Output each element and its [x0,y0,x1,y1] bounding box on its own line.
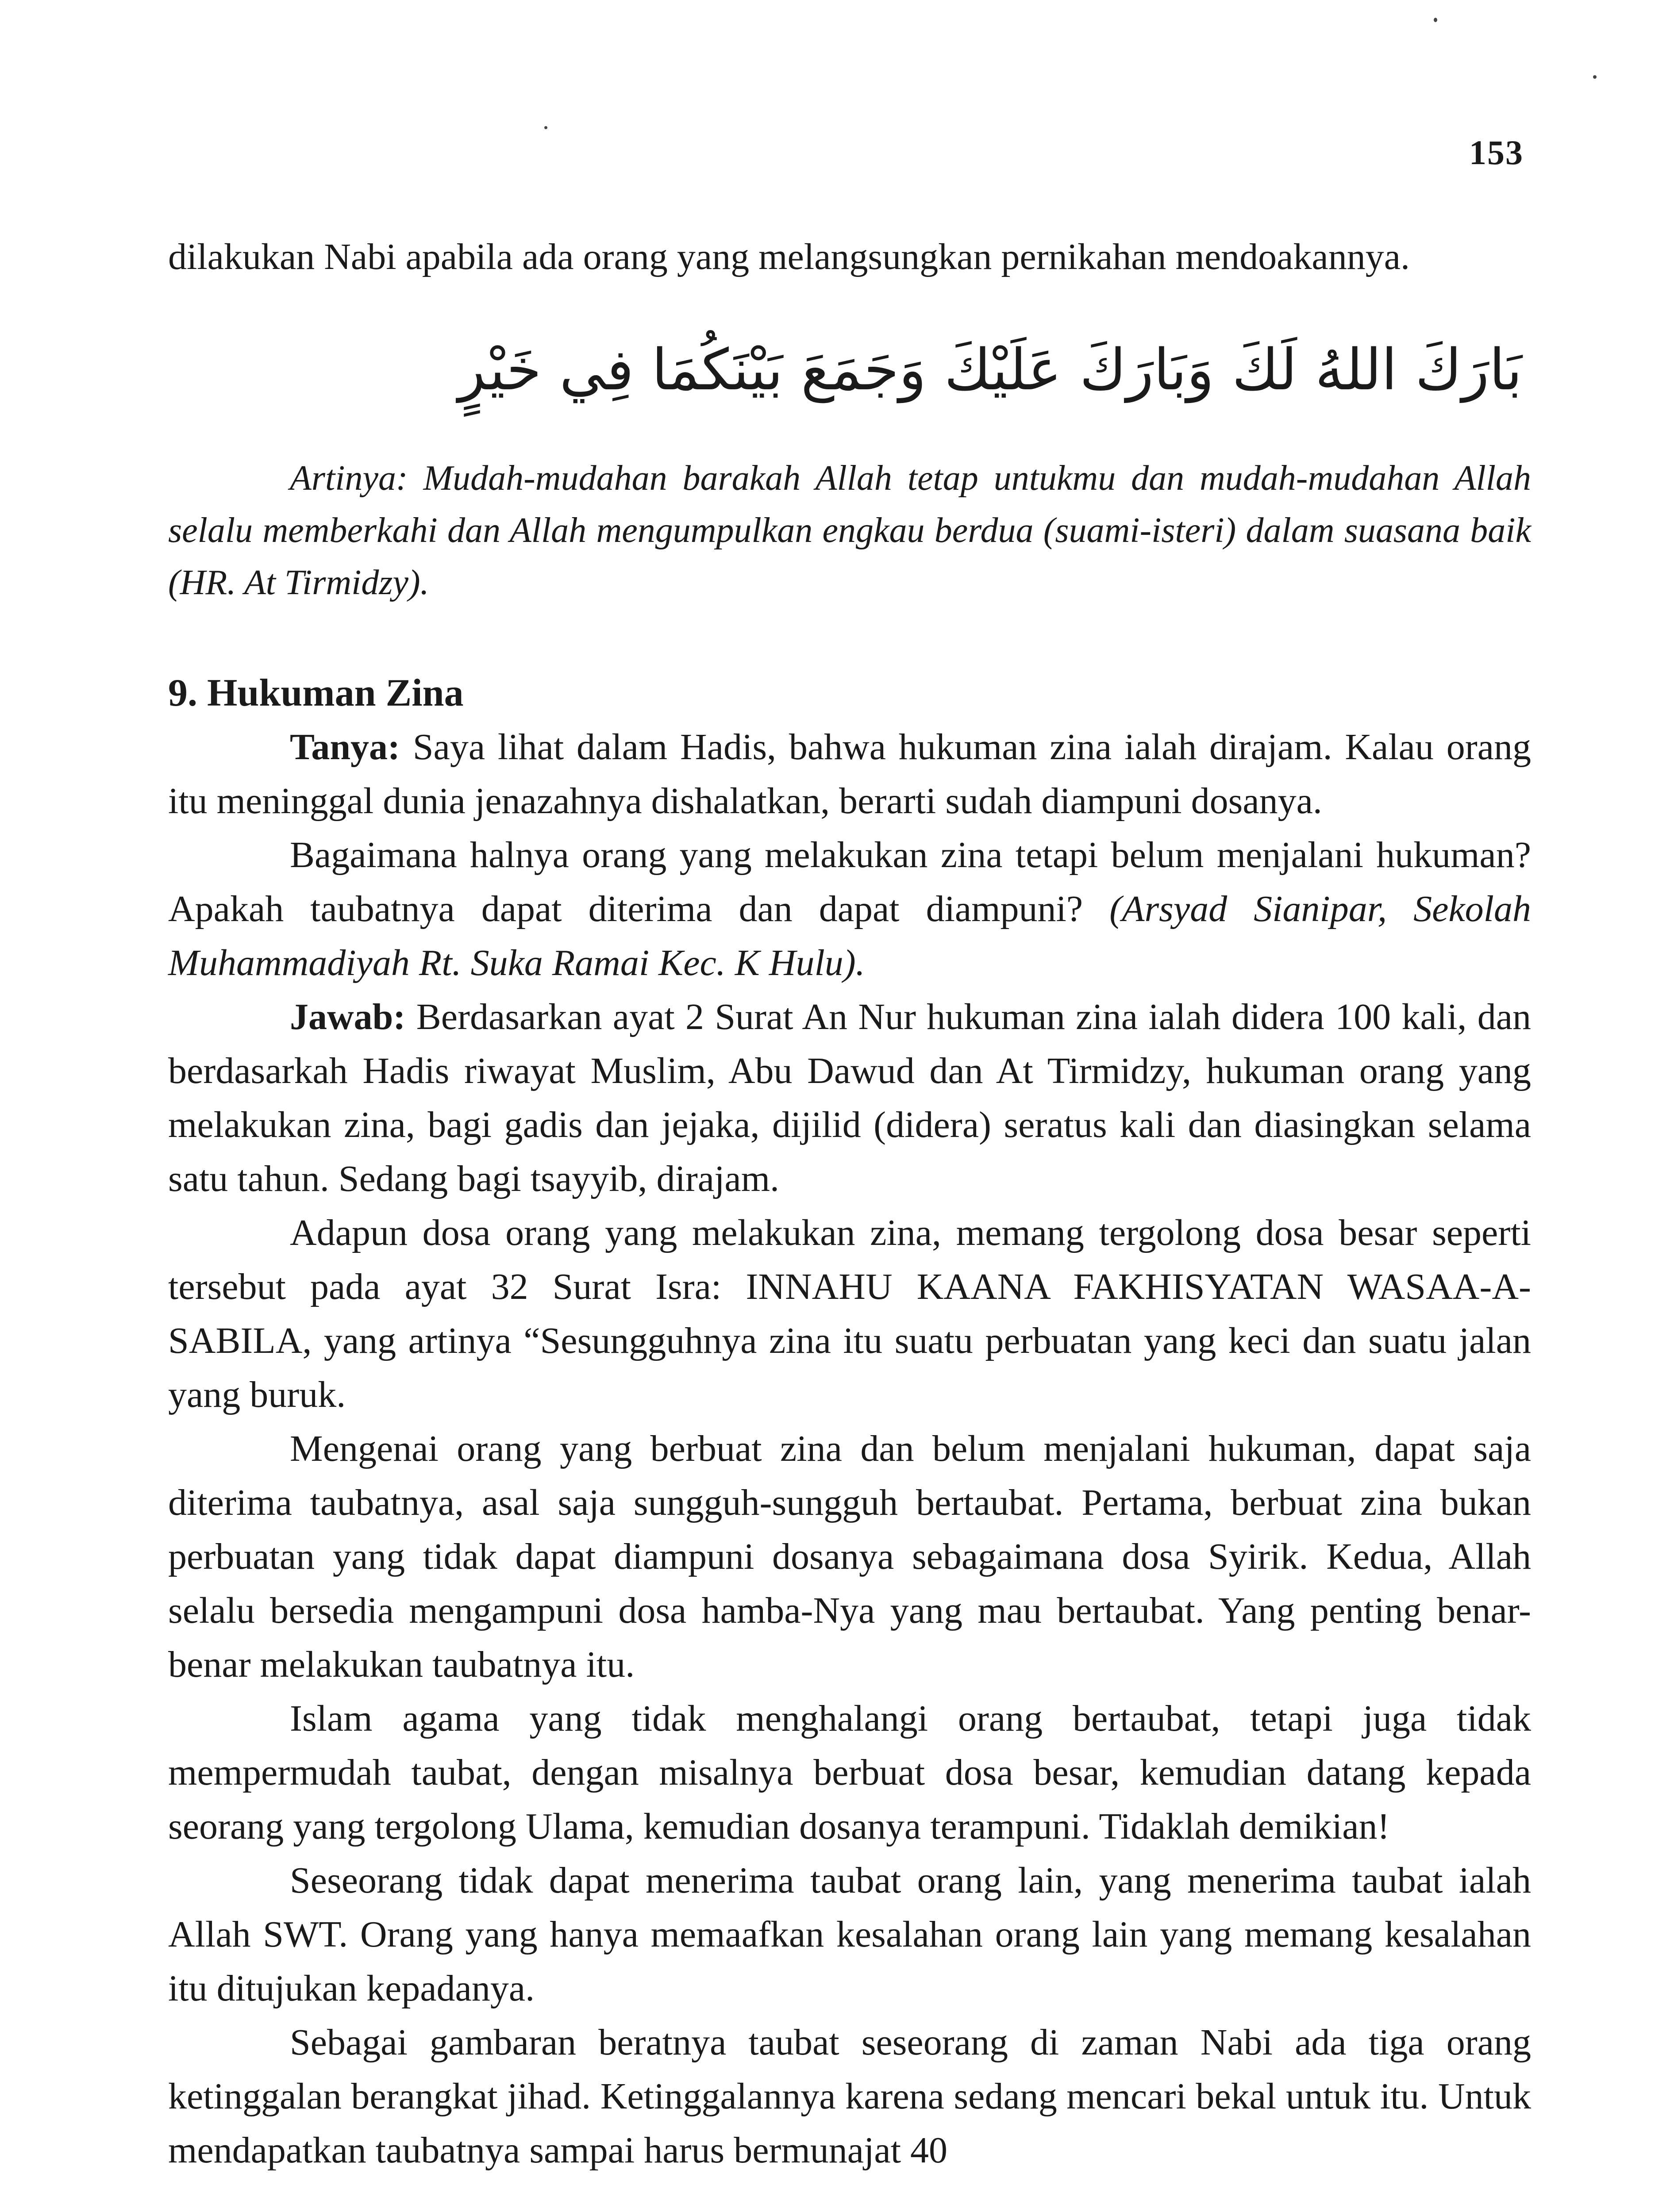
scan-speck [544,126,547,129]
answer-paragraph-4: Islam agama yang tidak menghalangi orang bertaubat, tetapi juga tidak mempermudah taubat, dengan misalnya berbuat dosa besar, kemudian datang kepada seorang yang tergolong Ulama, kemudian dosanya terampuni. Tidaklah demikian! [168,1698,1531,1847]
answer-paragraph-2: Adapun dosa orang yang melakukan zina, memang tergolong dosa besar seperti tersebut pada ayat 32 Surat Isra: INNAHU KAANA FAKHISYATAN WASAA-A-SABILA, yang artinya “Sesungguhnya zina itu suatu perbuatan yang keci dan suatu jalan yang buruk. [168,1212,1531,1415]
answer-paragraph-6: Sebagai gambaran beratnya taubat seseorang di zaman Nabi ada tiga orang ketinggalan berangkat jihad. Ketinggalannya karena sedang mencari bekal untuk itu. Untuk mendapatkan taubatnya sampai harus bermunajat 40 [168,2022,1531,2171]
doa-translation: Artinya: Mudah-mudahan barakah Allah tetap untukmu dan mudah-mudahan Allah selalu memberkahi dan Allah mengumpulkan engkau berdua (suami-isteri) dalam suasana baik (HR. At Tirmidzy). [168,459,1531,602]
question-text-2: Bagaimana halnya orang yang melakukan zina tetapi belum menjalani hukuman? Apakah taubatnya dapat diterima dan dapat diampuni? [168,834,1531,929]
question-paragraph [168,720,1531,828]
section-number: 9. [168,672,197,714]
page-number: 153 [1469,133,1524,172]
answer-paragraph-3: Mengenai orang yang berbuat zina dan belum menjalani hukuman, dapat saja diterima taubatnya, asal saja sungguh-sungguh bertaubat. Pertama, berbuat zina bukan perbuatan yang tidak dapat diampuni dosanya sebagaimana dosa Syirik. Kedua, Allah selalu bersedia mengampuni dosa hamba-Nya yang mau bertaubat. Yang penting benar-benar melakukan taubatnya itu. [168,1428,1531,1685]
intro-paragraph: dilakukan Nabi apabila ada orang yang melangsungkan pernikahan mendoakannya. [168,236,1410,277]
page-body [168,230,1531,2177]
scan-speck [1593,75,1597,79]
scan-speck [1434,18,1437,22]
question-text: Saya lihat dalam Hadis, bahwa hukuman zina ialah dirajam. Kalau orang itu meninggal dunia jenazahnya dishalatkan, berarti sudah diampuni dosanya. [168,726,1532,822]
answer-text: Berdasarkan ayat 2 Surat An Nur hukuman zina ialah didera 100 kali, dan berdasarkah Hadis riwayat Muslim, Abu Dawud dan At Tirmidzy, hukuman orang yang melakukan zina, bagi gadis dan jejaka, dijilid (didera) seratus kali dan diasingkan selama satu tahun. Sedang bagi tsayyib, dirajam. [168,996,1532,1199]
section-title: Hukuman Zina [207,672,464,714]
answer-paragraph [168,990,1531,1206]
arabic-doa: بَارَكَ اللهُ لَكَ وَبَارَكَ عَلَيْكَ وَجَمَعَ بَيْنَكُمَا فِي خَيْرٍ [458,337,1522,403]
section-heading [168,666,1531,720]
question-label: Tanya: [290,726,400,768]
question-source: (Arsyad Sianipar, Sekolah Muhammadiyah Rt. Suka Ramai Kec. K Hulu). [168,888,1532,983]
question-paragraph-2 [168,828,1531,990]
answer-label: Jawab: [290,996,406,1037]
answer-paragraph-5: Seseorang tidak dapat menerima taubat orang lain, yang menerima taubat ialah Allah SWT. Orang yang hanya memaafkan kesalahan orang lain yang memang kesalahan itu ditujukan kepadanya. [168,1860,1531,2009]
